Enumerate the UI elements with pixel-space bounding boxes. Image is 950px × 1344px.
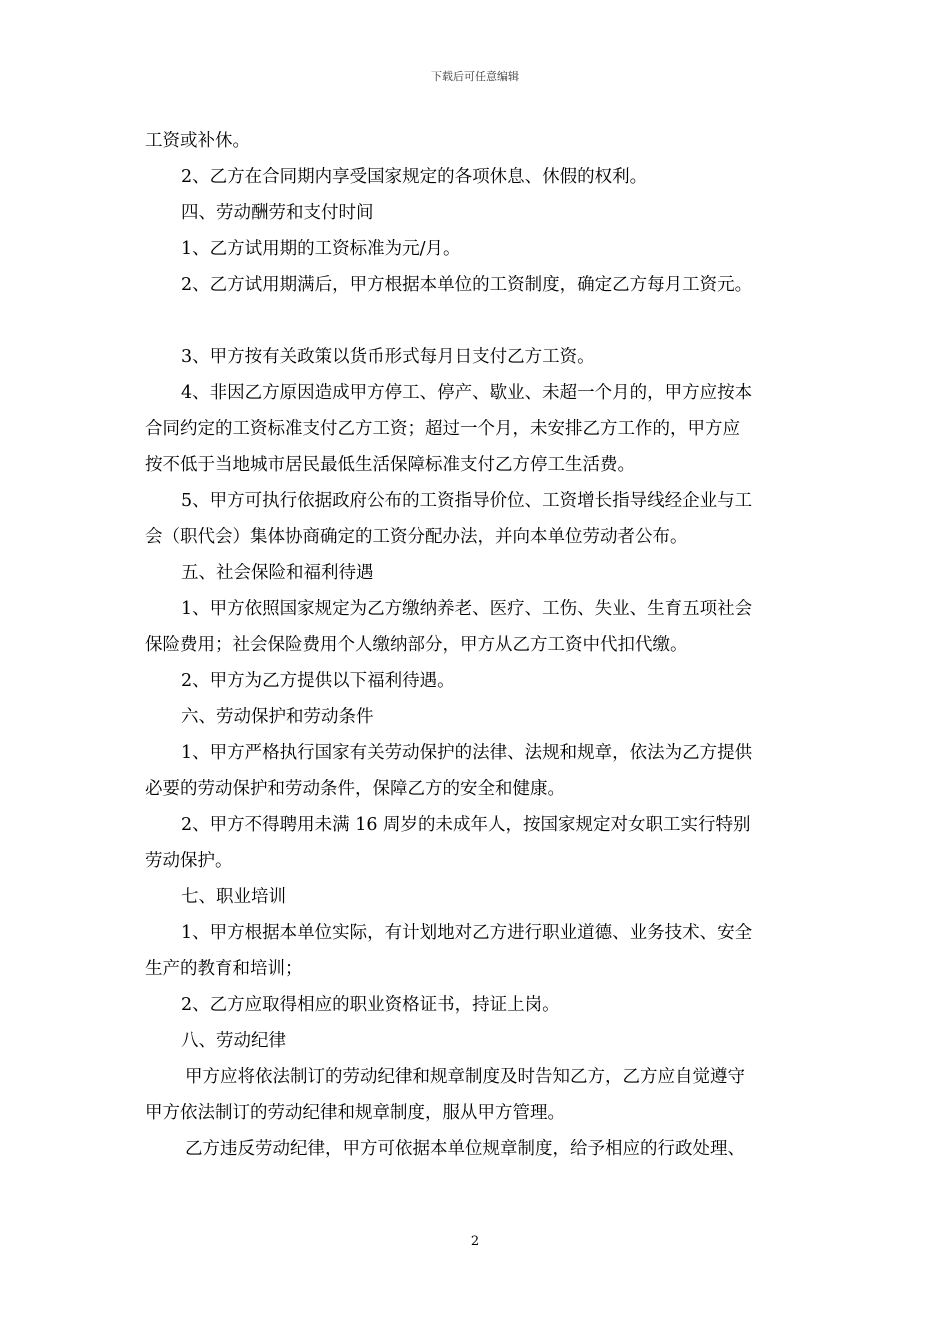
paragraph-line: 按不低于当地城市居民最低生活保障标准支付乙方停工生活费。 bbox=[145, 455, 635, 475]
paragraph-line: 甲方依法制订的劳动纪律和规章制度，服从甲方管理。 bbox=[145, 1103, 565, 1123]
paragraph-line: 保险费用；社会保险费用个人缴纳部分，甲方从乙方工资中代扣代缴。 bbox=[145, 635, 688, 655]
paragraph-line: 合同约定的工资标准支付乙方工资；超过一个月，未安排乙方工作的，甲方应 bbox=[145, 419, 740, 439]
blank-gap bbox=[145, 303, 807, 339]
section-heading: 五、社会保险和福利待遇 bbox=[181, 563, 374, 583]
section-heading: 八、劳动纪律 bbox=[181, 1031, 286, 1051]
paragraph-line: 1、甲方严格执行国家有关劳动保护的法律、法规和规章，依法为乙方提供 bbox=[181, 743, 753, 763]
header-note: 下载后可任意编辑 bbox=[431, 70, 519, 83]
paragraph-line: 2、甲方为乙方提供以下福利待遇。 bbox=[181, 671, 455, 691]
paragraph-line: 1、乙方试用期的工资标准为元/月。 bbox=[181, 239, 461, 259]
paragraph-line: 4、非因乙方原因造成甲方停工、停产、歇业、未超一个月的，甲方应按本 bbox=[181, 383, 753, 403]
paragraph-line: 2、甲方不得聘用未满 16 周岁的未成年人，按国家规定对女职工实行特别 bbox=[181, 815, 751, 835]
document-body bbox=[145, 123, 807, 1167]
paragraph-line: 甲方应将依法制订的劳动纪律和规章制度及时告知乙方，乙方应自觉遵守 bbox=[185, 1067, 745, 1087]
section-heading: 四、劳动酬劳和支付时间 bbox=[181, 203, 374, 223]
paragraph-line: 1、甲方依照国家规定为乙方缴纳养老、医疗、工伤、失业、生育五项社会 bbox=[181, 599, 753, 619]
page-number: 2 bbox=[470, 1234, 480, 1249]
paragraph-line: 3、甲方按有关政策以货币形式每月日支付乙方工资。 bbox=[181, 347, 595, 367]
paragraph-line: 乙方违反劳动纪律，甲方可依据本单位规章制度，给予相应的行政处理、 bbox=[185, 1139, 745, 1159]
paragraph-line: 2、乙方在合同期内享受国家规定的各项休息、休假的权利。 bbox=[181, 167, 648, 187]
paragraph-line: 1、甲方根据本单位实际，有计划地对乙方进行职业道德、业务技术、安全 bbox=[181, 923, 753, 943]
paragraph-line: 5、甲方可执行依据政府公布的工资指导价位、工资增长指导线经企业与工 bbox=[181, 491, 753, 511]
section-heading: 七、职业培训 bbox=[181, 887, 286, 907]
paragraph-line: 工资或补休。 bbox=[145, 131, 250, 151]
paragraph-line: 生产的教育和培训； bbox=[145, 959, 303, 979]
paragraph-line: 2、乙方试用期满后，甲方根据本单位的工资制度，确定乙方每月工资元。 bbox=[181, 275, 753, 295]
paragraph-line: 会（职代会）集体协商确定的工资分配办法，并向本单位劳动者公布。 bbox=[145, 527, 688, 547]
paragraph-line: 劳动保护。 bbox=[145, 851, 233, 871]
paragraph-line: 2、乙方应取得相应的职业资格证书，持证上岗。 bbox=[181, 995, 560, 1015]
section-heading: 六、劳动保护和劳动条件 bbox=[181, 707, 374, 727]
paragraph-line: 必要的劳动保护和劳动条件，保障乙方的安全和健康。 bbox=[145, 779, 565, 799]
